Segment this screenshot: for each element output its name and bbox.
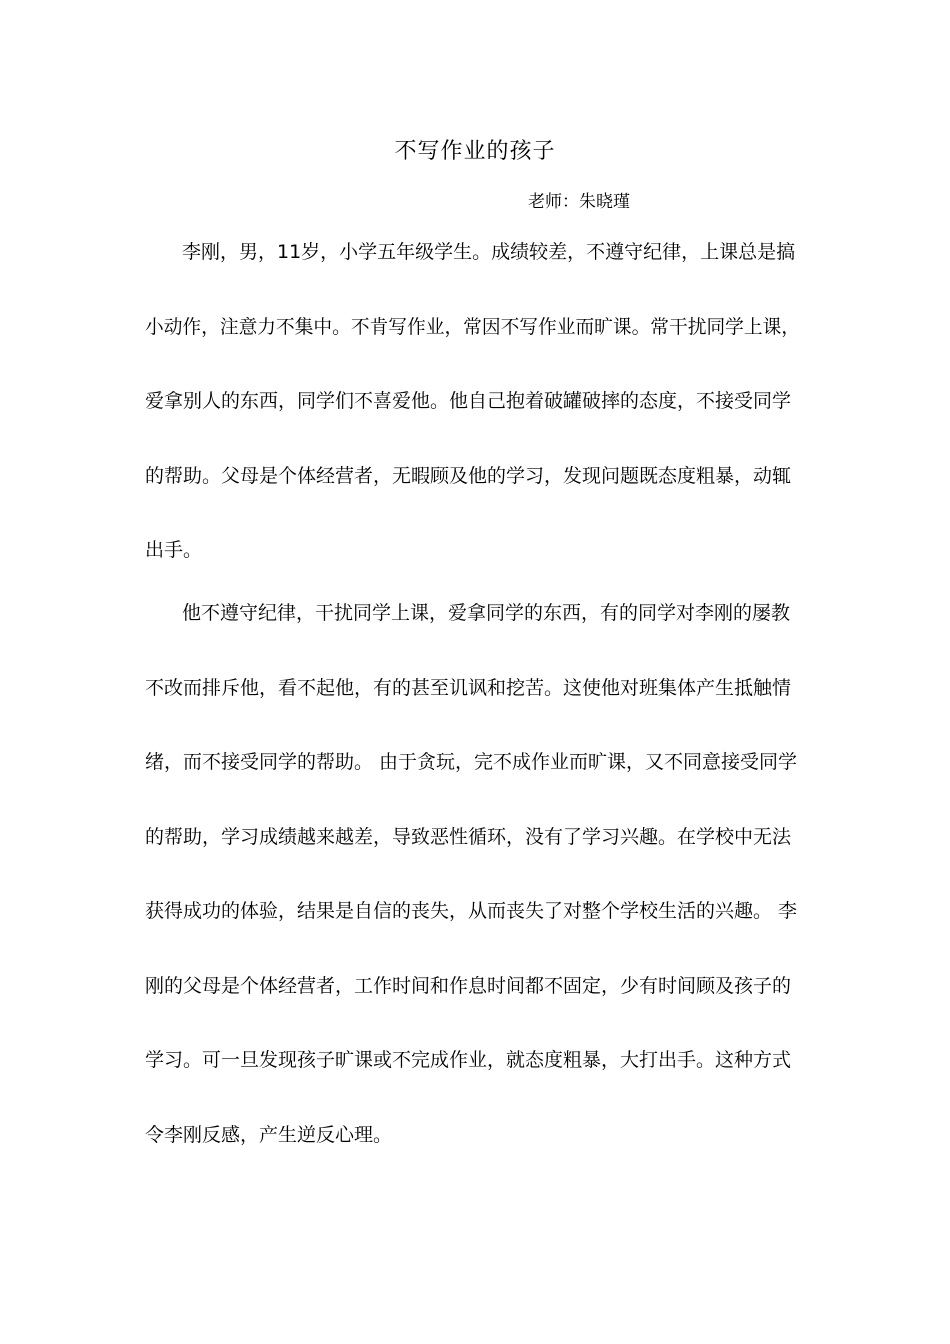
paragraph-line: 令李刚反感，产生逆反心理。 bbox=[145, 1124, 393, 1146]
paragraph-line: 李刚，男，11岁，小学五年级学生。成绩较差，不遵守纪律，上课总是搞 bbox=[182, 241, 796, 263]
paragraph-line: 不改而排斥他，看不起他，有的甚至讥讽和挖苦。这使他对班集体产生抵触情 bbox=[145, 677, 792, 699]
paragraph-line: 的帮助。父母是个体经营者，无暇顾及他的学习，发现问题既态度粗暴，动辄 bbox=[145, 465, 792, 487]
paragraph-line: 获得成功的体验，结果是自信的丧失，从而丧失了对整个学校生活的兴趣。 李 bbox=[145, 900, 798, 922]
paragraph-line: 爱拿别人的东西，同学们不喜爱他。他自己抱着破罐破摔的态度，不接受同学 bbox=[145, 390, 792, 412]
paragraph-line: 的帮助，学习成绩越来越差，导致恶性循环，没有了学习兴趣。在学校中无法 bbox=[145, 826, 792, 848]
paragraph-line: 刚的父母是个体经营者，工作时间和作息时间都不固定，少有时间顾及孩子的 bbox=[145, 975, 792, 997]
paragraph-line: 学习。可一旦发现孩子旷课或不完成作业，就态度粗暴，大打出手。这种方式 bbox=[145, 1049, 792, 1071]
document-title: 不写作业的孩子 bbox=[394, 139, 556, 164]
paragraph-line: 小动作，注意力不集中。不肯写作业，常因不写作业而旷课。常干扰同学上课， bbox=[145, 316, 801, 338]
author-line: 老师：朱晓瑾 bbox=[528, 192, 630, 212]
paragraph-line: 出手。 bbox=[145, 539, 203, 561]
paragraph-line: 他不遵守纪律，干扰同学上课，爱拿同学的东西，有的同学对李刚的屡教 bbox=[182, 602, 791, 624]
paragraph-line: 绪，而不接受同学的帮助。 由于贪玩，完不成作业而旷课，又不同意接受同学 bbox=[145, 751, 798, 773]
